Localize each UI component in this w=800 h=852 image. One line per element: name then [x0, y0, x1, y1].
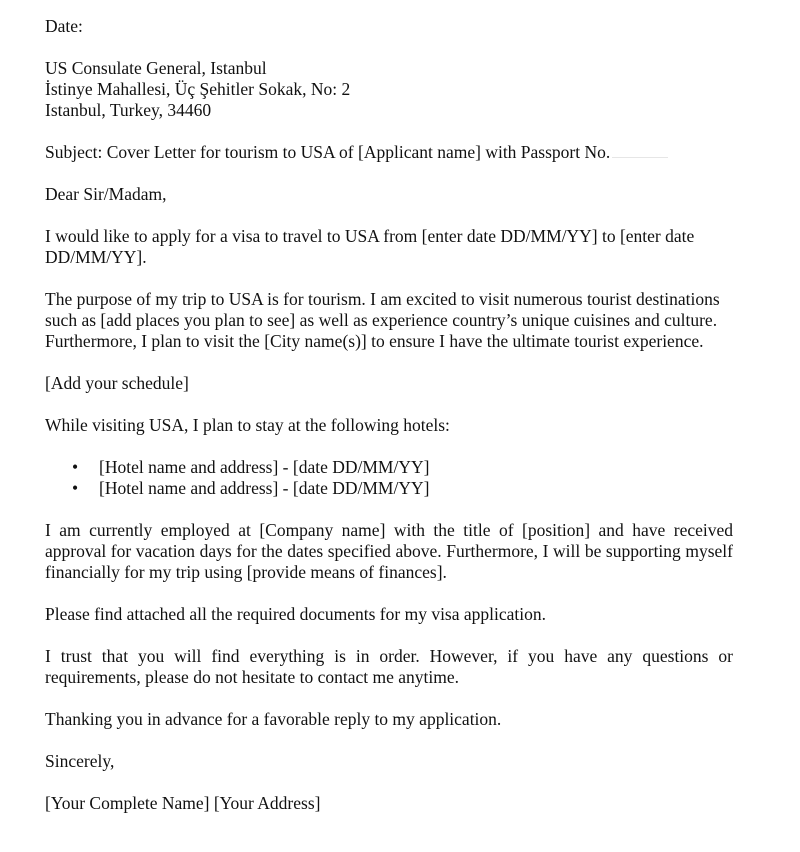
closing: Sincerely,	[45, 751, 115, 771]
list-item	[45, 478, 733, 499]
paragraph-attached-documents: Please find attached all the required documents for my visa application.	[45, 604, 547, 624]
recipient-line-2: İstinye Mahallesi, Üç Şehitler Sokak, No: 2	[45, 79, 351, 99]
recipient-address	[45, 58, 733, 121]
paragraph-travel-dates: I would like to apply for a visa to travel to USA from [enter date DD/MM/YY] to [enter date DD/MM/YY].	[45, 226, 695, 267]
bullet-icon: •	[72, 478, 79, 498]
salutation: Dear Sir/Madam,	[45, 184, 167, 204]
date-label: Date:	[45, 16, 83, 36]
bullet-icon: •	[72, 457, 79, 477]
purpose-line-3: Furthermore, I plan to visit the [City name(s)] to ensure I have the ultimate tourist experience.	[45, 331, 704, 351]
schedule-placeholder: [Add your schedule]	[45, 373, 189, 393]
hotels-intro: While visiting USA, I plan to stay at the following hotels:	[45, 415, 450, 435]
paragraph-thanks: Thanking you in advance for a favorable reply to my application.	[45, 709, 502, 729]
signature-placeholder: [Your Complete Name] [Your Address]	[45, 793, 321, 813]
subject-text: Subject: Cover Letter for tourism to USA of [Applicant name] with Passport No.	[45, 142, 611, 162]
purpose-line-2: such as [add places you plan to see] as well as experience country’s unique cuisines and culture.	[45, 310, 718, 330]
recipient-line-1: US Consulate General, Istanbul	[45, 58, 267, 78]
cover-letter	[45, 16, 733, 814]
paragraph-purpose	[45, 289, 733, 352]
hotel-entry: [Hotel name and address] - [date DD/MM/YY]	[99, 457, 430, 477]
paragraph-trust: I trust that you will find everything is in order. However, if you have any questions or requirements, please do not hesitate to contact me anytime.	[45, 646, 733, 687]
subject-line	[45, 142, 733, 163]
hotel-entry: [Hotel name and address] - [date DD/MM/YY]	[99, 478, 430, 498]
recipient-line-3: Istanbul, Turkey, 34460	[45, 100, 212, 120]
paragraph-employment: I am currently employed at [Company name] with the title of [position] and have received approval for vacation days for the dates specified above. Furthermore, I will be supporting myself financially for my trip using [provide means of finances].	[45, 520, 733, 582]
purpose-line-1: The purpose of my trip to USA is for tourism. I am excited to visit numerous tourist destinations	[45, 289, 720, 309]
list-item	[45, 457, 733, 478]
passport-number-blank	[612, 156, 668, 158]
hotel-list	[45, 457, 733, 499]
